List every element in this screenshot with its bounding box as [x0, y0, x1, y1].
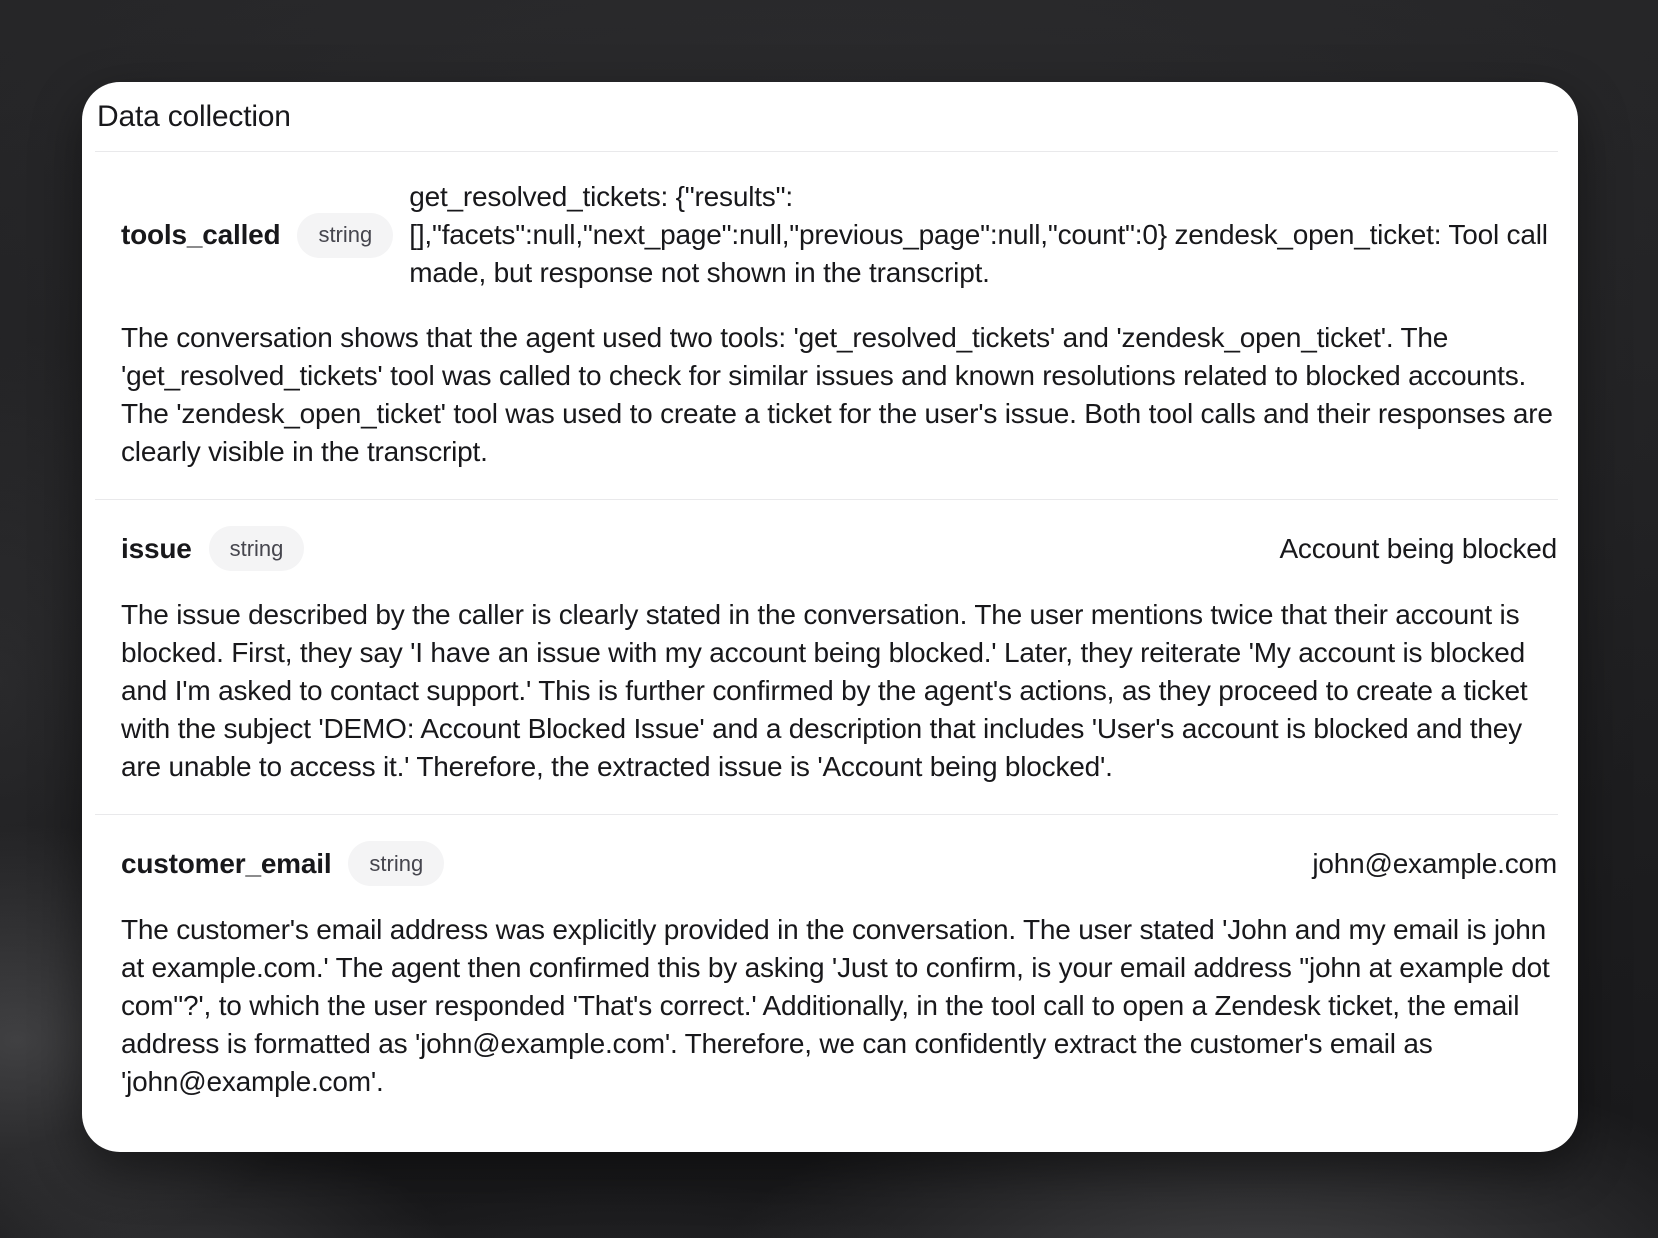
field-row	[121, 178, 1557, 292]
type-badge: string	[297, 213, 393, 258]
panel-title: Data collection	[97, 99, 291, 133]
field-head	[121, 526, 304, 571]
field-head	[121, 841, 444, 886]
field-value-tools-called: get_resolved_tickets: {"results": [],"facets":null,"next_page":null,"previous_page":null,"count":0} zendesk_open_ticket: Tool call made, but response not shown in the transcript.	[409, 181, 1548, 288]
type-badge: string	[209, 526, 305, 571]
field-description-issue: The issue described by the caller is clearly stated in the conversation. The user mentions twice that their account is blocked. First, they say 'I have an issue with my account being blocked.' Later, they reiterate 'My account is blocked and I'm asked to contact support.' This is further confirmed by the agent's actions, as they proceed to create a ticket with the subject 'DEMO: Account Blocked Issue' and a description that includes 'User's account is blocked and they are unable to access it.' Therefore, the extracted issue is 'Account being blocked'.	[121, 599, 1528, 782]
field-name-customer-email: customer_email	[121, 847, 332, 879]
field-description-tools-called: The conversation shows that the agent used two tools: 'get_resolved_tickets' and 'zendesk_open_ticket'. The 'get_resolved_tickets' tool was called to check for similar issues and known resolutions related to blocked accounts. The 'zendesk_open_ticket' tool was used to create a ticket for the user's issue. Both tool calls and their responses are clearly visible in the transcript.	[121, 322, 1553, 467]
field-name-issue: issue	[121, 532, 192, 564]
field-row	[121, 841, 1557, 886]
field-name-tools-called: tools_called	[121, 219, 281, 250]
field-description-customer-email: The customer's email address was explicitly provided in the conversation. The user stated 'John and my email is john at example.com.' The agent then confirmed this by asking 'Just to confirm, is your email address "john at example dot com"?', to which the user responded 'That's correct.' Additionally, in the tool call to open a Zendesk ticket, the email address is formatted as 'john@example.com'. Therefore, we can confidently extract the customer's email as 'john@example.com'.	[121, 914, 1550, 1097]
type-badge: string	[348, 841, 444, 886]
field-section-issue	[95, 499, 1558, 814]
data-collection-panel	[82, 82, 1578, 1152]
panel-header	[95, 82, 1558, 152]
field-row	[121, 526, 1557, 571]
field-head	[121, 213, 393, 258]
field-section-tools-called	[95, 152, 1558, 499]
field-section-customer-email	[95, 814, 1558, 1129]
field-value-issue: Account being blocked	[1279, 532, 1557, 564]
field-value-customer-email: john@example.com	[1312, 847, 1557, 879]
